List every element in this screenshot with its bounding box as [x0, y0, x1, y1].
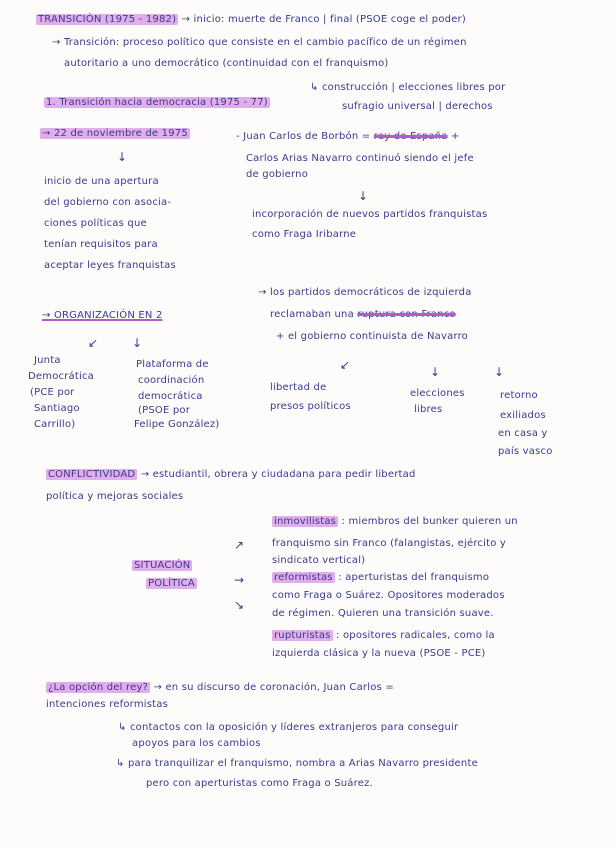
organizacion-title: → ORGANIZACIÓN EN 2: [42, 310, 163, 321]
situacion-title: SITUACIÓN: [134, 560, 191, 571]
reclamaban-text: reclamaban una: [270, 309, 354, 320]
contactos-line-2: apoyos para los cambios: [132, 738, 261, 749]
junta-line-4: Santiago: [34, 403, 80, 414]
incorporacion-line-2: como Fraga Iribarne: [252, 229, 357, 240]
reclamaban-line: [270, 309, 456, 321]
reformistas-line-3: de régimen. Quieren una transición suave.: [272, 608, 494, 619]
down-arrow-icon: ↓: [358, 189, 369, 203]
politica-title: POLÍTICA: [148, 578, 195, 589]
down-arrow-icon: ↓: [117, 150, 128, 164]
date-line: [40, 128, 190, 140]
definition-line: → Transición: proceso político que consiste en el cambio pacífico de un régimen: [52, 37, 467, 48]
down-right-arrow-icon: ↘: [234, 598, 245, 612]
inmovilistas-line-3: sindicato vertical): [272, 555, 366, 566]
down-arrow-icon: ↓: [430, 365, 441, 379]
reformistas-label: reformistas: [274, 572, 333, 583]
rupturistas-label: rupturistas: [274, 630, 331, 641]
sufragio-note: sufragio universal | derechos: [342, 101, 493, 112]
definition-line-2: autoritario a uno democrático (continuidad con el franquismo): [64, 58, 389, 69]
incorporacion-line: incorporación de nuevos partidos franquistas: [252, 209, 488, 220]
libertad-line-2: presos políticos: [270, 401, 351, 412]
apertura-line-4: tenían requisitos para: [44, 239, 158, 250]
reformistas-line: [272, 572, 489, 584]
elecciones-line: elecciones: [410, 388, 465, 399]
opcion-rey-label: ¿La opción del rey?: [48, 682, 149, 693]
inmovilistas-line-2: franquismo sin Franco (falangistas, ejército y: [272, 538, 507, 549]
organizacion-heading: [42, 310, 163, 322]
conflictividad-title: CONFLICTIVIDAD: [48, 469, 136, 480]
ruptura-franco: ruptura con Franco: [357, 309, 456, 320]
retorno-line: retorno: [500, 390, 538, 401]
rey-espana: rey de España: [373, 131, 448, 142]
transicion-dates-note: → inicio: muerte de Franco | final (PSOE coge el poder): [181, 14, 466, 25]
contactos-line: ↳ contactos con la oposición y líderes extranjeros para conseguir: [118, 722, 459, 733]
junta-line-3: (PCE por: [30, 387, 75, 398]
juan-carlos-line: [236, 131, 460, 143]
conflictividad-text: → estudiantil, obrera y ciudadana para pedir libertad: [140, 469, 416, 480]
down-left-arrow-icon: ↙: [340, 358, 351, 372]
libertad-line: libertad de: [270, 382, 327, 393]
rupturistas-line-2: izquierda clásica y la nueva (PSOE - PCE): [272, 648, 486, 659]
header-line: [36, 14, 466, 26]
apertura-line-1: inicio de una apertura: [44, 176, 159, 187]
inmovilistas-label: inmovilistas: [274, 516, 337, 527]
section1-heading: [44, 97, 270, 109]
gobierno-line: + el gobierno continuista de Navarro: [276, 331, 469, 342]
apertura-line-5: aceptar leyes franquistas: [44, 260, 176, 271]
elecciones-line-2: libres: [414, 404, 443, 415]
right-arrow-icon: →: [234, 573, 245, 587]
reformistas-text: : aperturistas del franquismo: [338, 572, 490, 583]
arias-line: Carlos Arias Navarro continuó siendo el jefe: [246, 153, 474, 164]
junta-line-2: Democrática: [28, 371, 94, 382]
junta-line-5: Carrillo): [34, 419, 76, 430]
inmovilistas-text: : miembros del bunker quieren un: [341, 516, 518, 527]
partidos-line: → los partidos democráticos de izquierda: [258, 287, 472, 298]
plataforma-line-2: coordinación: [138, 375, 205, 386]
tranquilizar-line: ↳ para tranquilizar el franquismo, nombra a Arias Navarro presidente: [116, 758, 478, 769]
rupturistas-line: [272, 630, 495, 642]
plus-sign: +: [451, 131, 460, 142]
politica-line: [146, 578, 197, 590]
conflictividad-line-2: política y mejoras sociales: [46, 491, 184, 502]
situacion-line: [132, 560, 192, 572]
plataforma-line-5: Felipe González): [134, 419, 220, 430]
rupturistas-text: : opositores radicales, como la: [336, 630, 495, 641]
arias-line-2: de gobierno: [246, 169, 309, 180]
apertura-line-2: del gobierno con asocia-: [44, 197, 172, 208]
down-arrow-icon: ↓: [494, 365, 505, 379]
date-label: → 22 de noviembre de 1975: [42, 128, 188, 139]
opcion-rey-text: → en su discurso de coronación, Juan Carlos =: [153, 682, 394, 693]
opcion-line: [46, 682, 394, 694]
section1-title: 1. Transición hacia democracia (1975 - 77): [46, 97, 268, 108]
conflictividad-line: [46, 469, 416, 481]
junta-line-1: Junta: [34, 355, 61, 366]
retorno-line-4: país vasco: [498, 446, 553, 457]
plataforma-line-4: (PSOE por: [138, 405, 191, 416]
apertura-line-3: ciones políticas que: [44, 218, 147, 229]
up-right-arrow-icon: ↗: [234, 538, 245, 552]
construccion-note: ↳ construcción | elecciones libres por: [310, 82, 506, 93]
retorno-line-2: exiliados: [500, 410, 546, 421]
plataforma-line-1: Plataforma de: [136, 359, 209, 370]
opcion-line-2: intenciones reformistas: [46, 699, 169, 710]
retorno-line-3: en casa y: [498, 428, 548, 439]
down-left-arrow-icon: ↙: [88, 336, 99, 350]
juan-carlos-text: - Juan Carlos de Borbón =: [236, 131, 371, 142]
tranquilizar-line-2: pero con aperturistas como Fraga o Suárez.: [146, 778, 373, 789]
reformistas-line-2: como Fraga o Suárez. Opositores moderados: [272, 590, 505, 601]
plataforma-line-3: democrática: [138, 391, 203, 402]
inmovilistas-line: [272, 516, 518, 528]
transicion-title: TRANSICIÓN (1975 - 1982): [38, 14, 177, 25]
down-arrow-icon: ↓: [132, 336, 143, 350]
